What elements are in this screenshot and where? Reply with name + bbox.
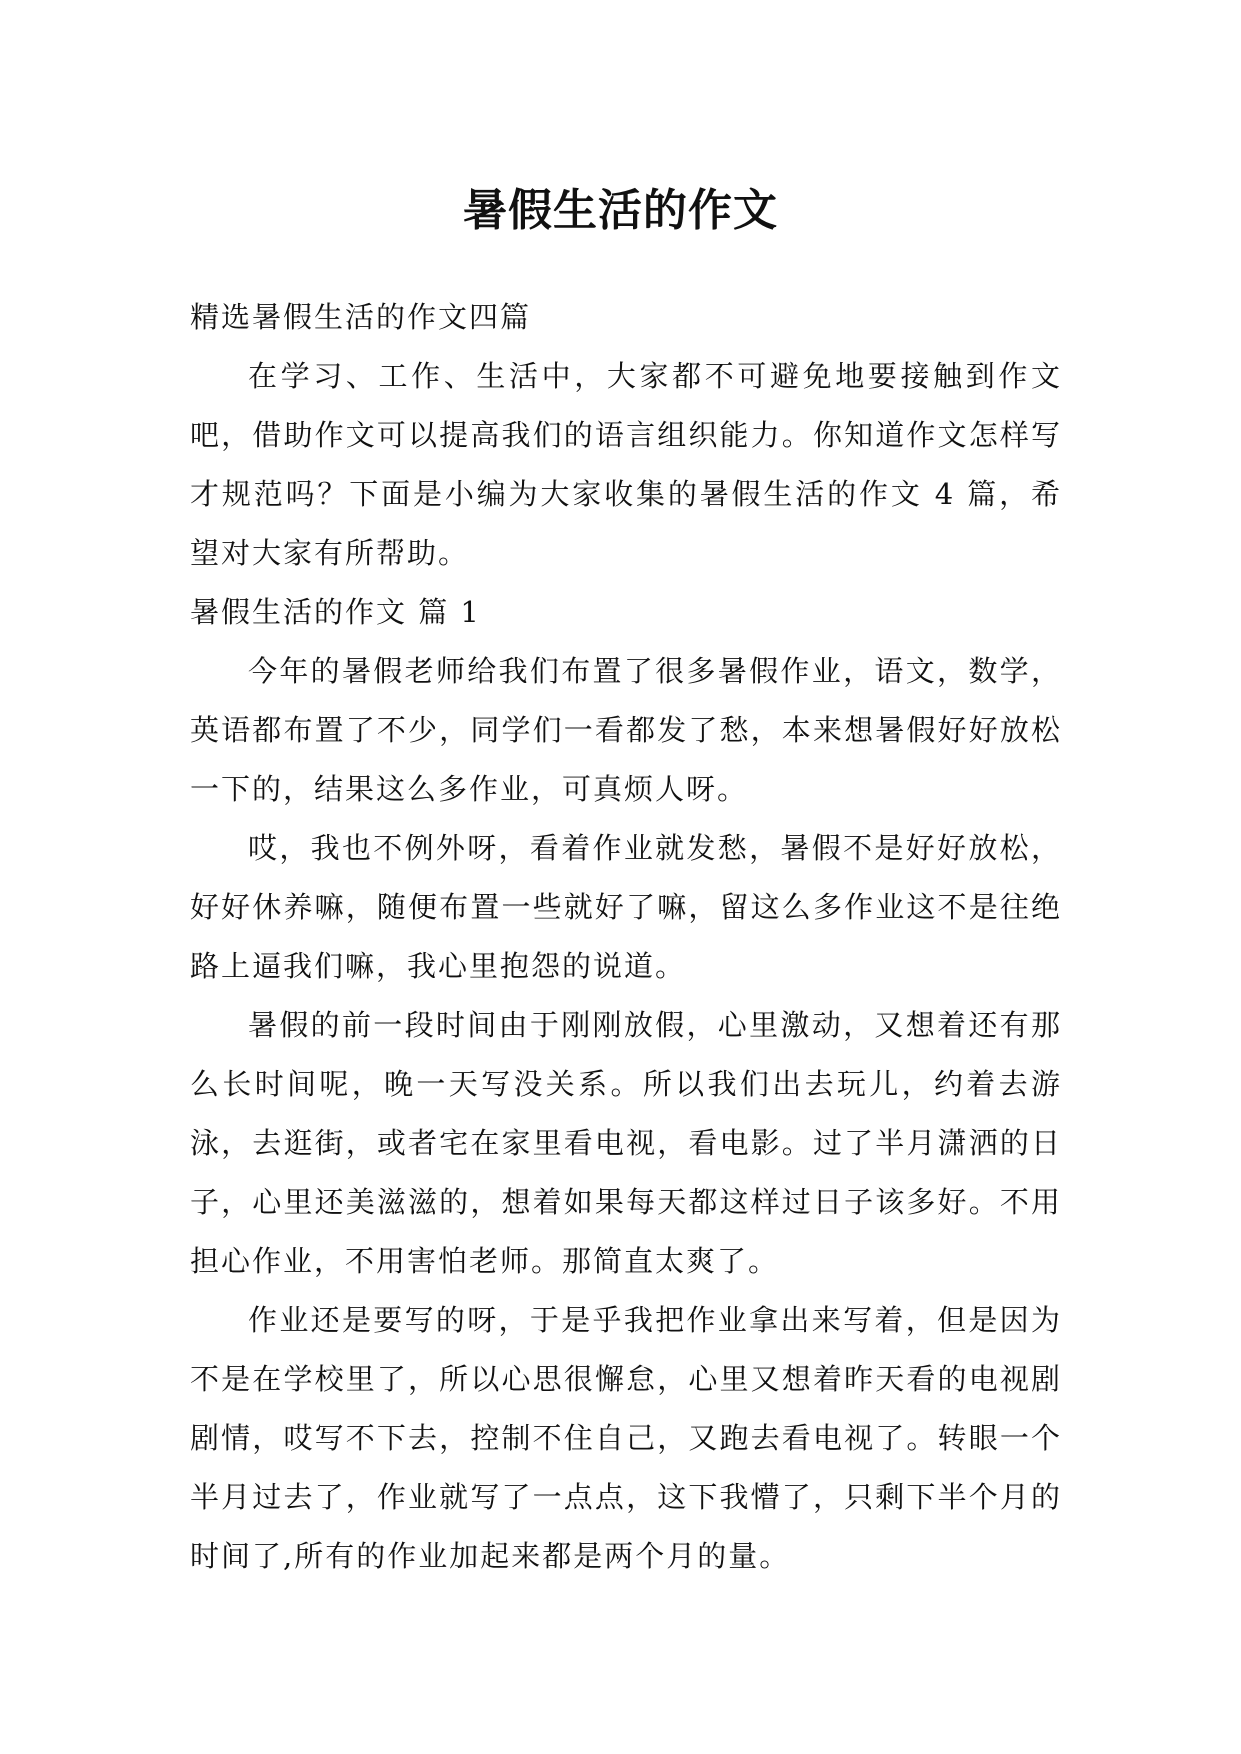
paragraph: 今年的暑假老师给我们布置了很多暑假作业，语文，数学，英语都布置了不少，同学们一看都发了愁，本来想暑假好好放松一下的，结果这么多作业，可真烦人呀。: [190, 654, 1062, 806]
paragraph: 暑假的前一段时间由于刚刚放假，心里激动，又想着还有那么长时间呢，晚一天写没关系。所以我们出去玩儿，约着去游泳，去逛街，或者宅在家里看电视，看电影。过了半月潇洒的日子，心里还美滋滋的，想着如果每天都这样过日子该多好。不用担心作业，不用害怕老师。那简直太爽了。: [190, 1008, 1062, 1278]
subtitle-line: 精选暑假生活的作文四篇: [190, 300, 532, 334]
document-body: [190, 288, 1062, 1586]
paragraph: 哎，我也不例外呀，看着作业就发愁，暑假不是好好放松，好好休养嘛，随便布置一些就好了嘛，留这么多作业这不是往绝路上逼我们嘛，我心里抱怨的说道。: [190, 831, 1062, 983]
document-title: 暑假生活的作文: [463, 185, 778, 237]
intro-paragraph: 在学习、工作、生活中，大家都不可避免地要接触到作文吧，借助作文可以提高我们的语言组织能力。你知道作文怎样写才规范吗？下面是小编为大家收集的暑假生活的作文 4 篇，希望对大家有所帮助。: [190, 359, 1062, 570]
paragraph: 作业还是要写的呀，于是乎我把作业拿出来写着，但是因为不是在学校里了，所以心思很懈怠，心里又想着昨天看的电视剧剧情，哎写不下去，控制不住自己，又跑去看电视了。转眼一个半月过去了，作业就写了一点点，这下我懵了，只剩下半个月的时间了,所有的作业加起来都是两个月的量。: [190, 1303, 1062, 1573]
section-heading: 暑假生活的作文 篇 1: [190, 595, 481, 629]
